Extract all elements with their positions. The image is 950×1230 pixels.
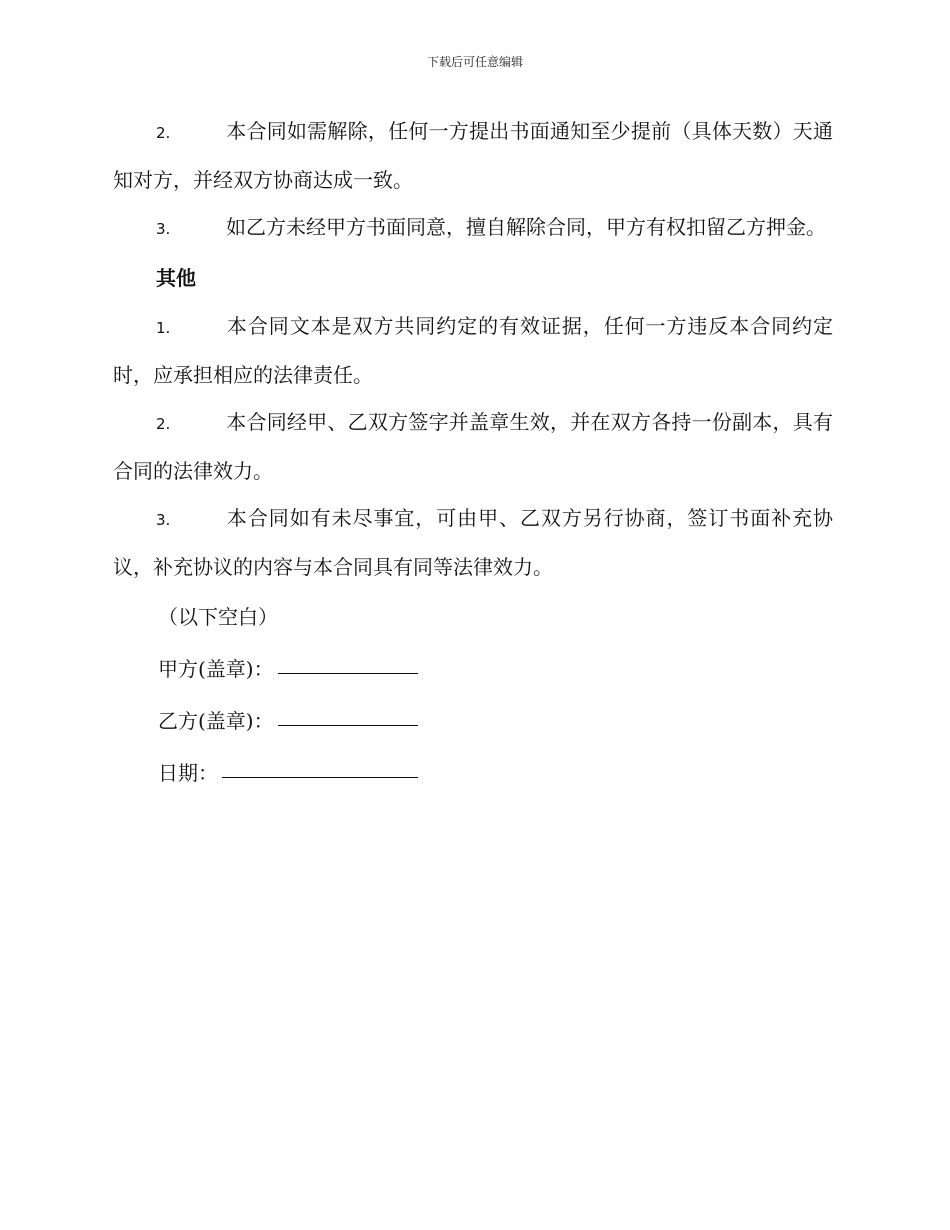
blank-note: （以下空白） <box>158 605 278 629</box>
clause-item <box>113 399 833 495</box>
date-line <box>222 776 418 778</box>
document-body <box>113 108 833 799</box>
clause-text: 如乙方未经甲方书面同意，擅自解除合同，甲方有权扣留乙方押金。 <box>226 215 826 239</box>
party-b-label: 乙方(盖章)： <box>158 709 274 733</box>
date-row <box>158 747 833 799</box>
page-header: 下载后可任意编辑 <box>426 55 523 69</box>
clause-text: 本合同经甲、乙双方签字并盖章生效，并在双方各持一份副本，具有合同的法律效力。 <box>113 410 833 483</box>
clause-number: 2. <box>156 124 171 142</box>
clause-item <box>113 495 833 591</box>
clause-text: 本合同如需解除，任何一方提出书面通知至少提前（具体天数）天通知对方，并经双方协商达成一致。 <box>113 119 833 192</box>
date-label: 日期： <box>158 761 218 785</box>
clause-item <box>113 303 833 399</box>
party-b-signature-line <box>278 724 418 726</box>
party-a-label: 甲方(盖章)： <box>158 657 274 681</box>
party-a-signature-line <box>278 672 418 674</box>
clause-number: 2. <box>156 415 171 433</box>
section-title-other: 其他 <box>156 266 196 290</box>
clause-number: 3. <box>156 220 171 238</box>
clause-number: 3. <box>156 511 171 529</box>
clause-text: 本合同如有未尽事宜，可由甲、乙双方另行协商，签订书面补充协议，补充协议的内容与本合同具有同等法律效力。 <box>113 506 833 579</box>
clause-text: 本合同文本是双方共同约定的有效证据，任何一方违反本合同约定时，应承担相应的法律责任。 <box>113 314 833 387</box>
party-b-signature-row <box>158 695 833 747</box>
clause-item <box>113 204 833 253</box>
clause-item <box>113 108 833 204</box>
clause-number: 1. <box>156 319 171 337</box>
party-a-signature-row <box>158 643 833 695</box>
